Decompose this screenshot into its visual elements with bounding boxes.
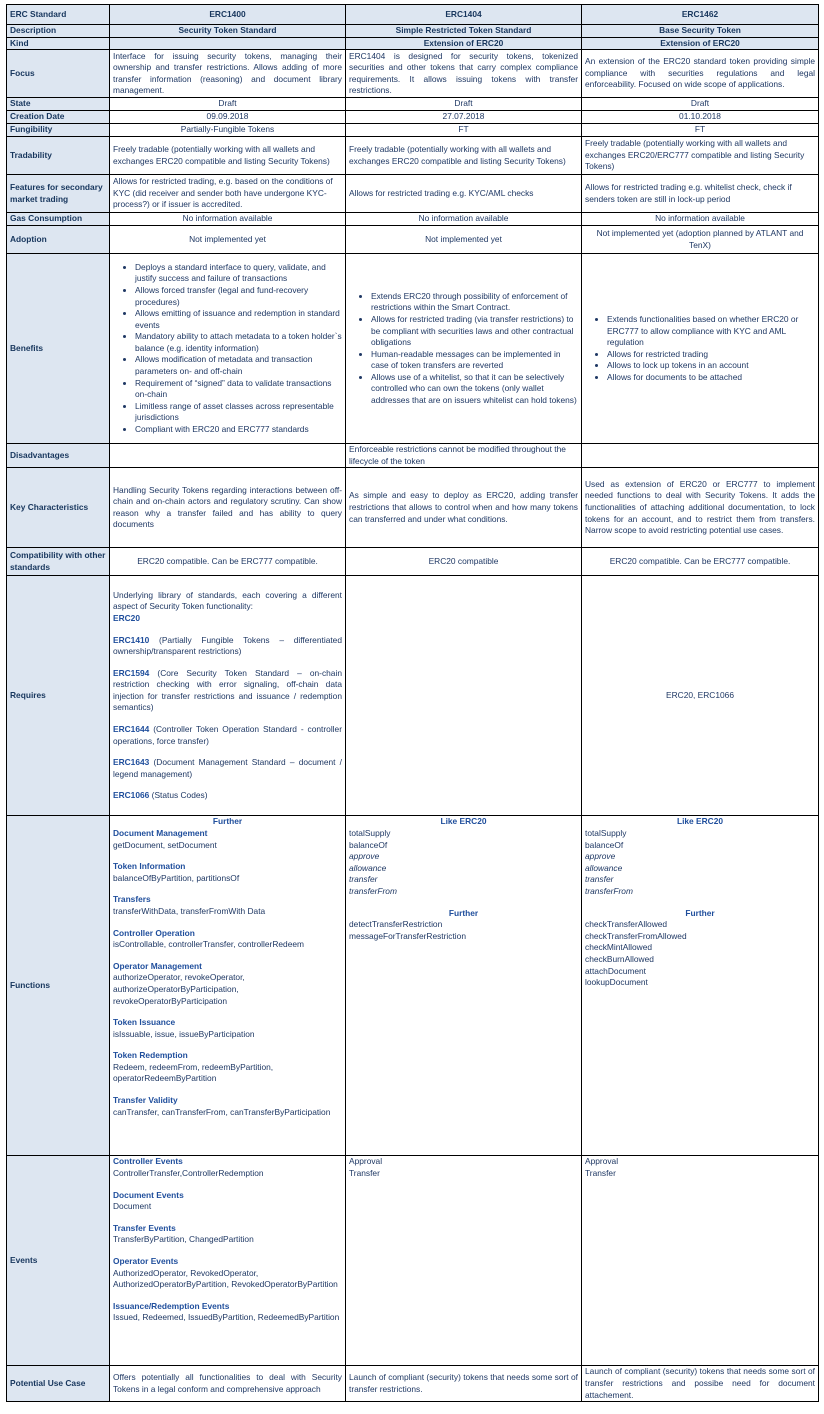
function-name: transferFrom — [585, 885, 633, 896]
row-label: State — [7, 98, 110, 111]
cell — [110, 576, 346, 816]
row-functions — [7, 816, 819, 1156]
requires-name: ERC1594 — [113, 667, 150, 678]
list-item: • Allows modification of metadata and transaction parameters on- and off-chain — [135, 354, 342, 377]
row-label: Disadvantages — [7, 444, 110, 468]
function-group-text: canTransfer, canTransferFrom, canTransferByParticipation — [113, 1106, 331, 1117]
requires-desc: (Core Security Token Standard – on-chain restriction checking with error signaling, off-chain data injection for transfer restrictions and issuance / redemption semantics) — [113, 667, 342, 713]
row-label: Events — [7, 1156, 110, 1366]
cell: 27.07.2018 — [346, 111, 582, 124]
cell — [110, 1156, 346, 1366]
list-item: • Extends ERC20 through possibility of enforcement of restrictions within the Smart Contract. — [371, 291, 578, 314]
event-group-text: Issued, Redeemed, IssuedByPartition, RedeemedByPartition — [113, 1312, 340, 1323]
list-item: • Deploys a standard interface to query, validate, and justify success and failure of transactions — [135, 262, 342, 285]
cell: Offers potentially all functionalities to deal with Security Tokens in a legal conform and comprehensive approach — [110, 1366, 346, 1402]
cell: Freely tradable (potentially working with all wallets and exchanges ERC20/ERC777 compatible and listing Security Tokens) — [582, 137, 819, 175]
cell: 09.09.2018 — [110, 111, 346, 124]
function-group-heading: Transfer Validity — [113, 1095, 178, 1106]
row-label: Gas Consumption — [7, 213, 110, 226]
cell: ERC20 compatible. Can be ERC777 compatible. — [582, 548, 819, 576]
row-kind — [7, 37, 819, 50]
function-name: checkTransferFromAllowed — [585, 930, 687, 941]
event-group-text: TransferByPartition, ChangedPartition — [113, 1234, 254, 1245]
cell — [582, 1156, 819, 1366]
requires-name: ERC1643 — [113, 757, 150, 768]
function-name: transfer — [349, 874, 378, 885]
function-name: totalSupply — [585, 827, 627, 838]
function-name: transfer — [585, 874, 614, 885]
cell: No information available — [110, 213, 346, 226]
header-erc1400: ERC1400 — [110, 5, 346, 25]
row-label: Adoption — [7, 226, 110, 254]
row-label: Potential Use Case — [7, 1366, 110, 1402]
cell — [110, 816, 346, 1156]
row-adoption — [7, 226, 819, 254]
cell — [582, 254, 819, 444]
cell: Security Token Standard — [110, 25, 346, 38]
functions-title: Like ERC20 — [440, 816, 487, 827]
erc-comparison-table — [6, 4, 819, 1402]
function-group-heading: Controller Operation — [113, 927, 195, 938]
event-group-text: ControllerTransfer,ControllerRedemption — [113, 1167, 264, 1178]
cell: Extension of ERC20 — [582, 37, 819, 50]
requires-intro: Underlying library of standards, each covering a different aspect of Security Token functionality: — [113, 589, 342, 612]
requires-desc: (Document Management Standard – document / legend management) — [113, 757, 342, 779]
cell: Extension of ERC20 — [346, 37, 582, 50]
cell: Launch of compliant (security) tokens that needs some sort of transfer restrictions. — [346, 1366, 582, 1402]
row-features — [7, 175, 819, 213]
event-group-heading: Operator Events — [113, 1255, 179, 1266]
row-label: Features for secondary market trading — [7, 175, 110, 213]
list-item: • Extends functionalities based on whether ERC20 or ERC777 to allow compliance with KYC and AML regulation — [607, 314, 815, 349]
function-group-heading: Transfers — [113, 894, 151, 905]
cell: 01.10.2018 — [582, 111, 819, 124]
cell: Not implemented yet — [110, 226, 346, 254]
cell: ERC20 compatible — [346, 548, 582, 576]
function-name: allowance — [349, 862, 387, 873]
cell: Simple Restricted Token Standard — [346, 25, 582, 38]
cell — [110, 254, 346, 444]
row-creation-date — [7, 111, 819, 124]
function-group-heading: Token Issuance — [113, 1017, 176, 1028]
cell: Not implemented yet (adoption planned by ATLANT and TenX) — [582, 226, 819, 254]
requires-name: ERC1644 — [113, 724, 150, 735]
function-group-text: isControllable, controllerTransfer, controllerRedeem — [113, 939, 305, 950]
requires-desc: (Status Codes) — [149, 790, 208, 801]
event-name: Transfer — [585, 1167, 616, 1178]
header-erc1462: ERC1462 — [582, 5, 819, 25]
function-group-heading: Document Management — [113, 827, 208, 838]
function-name: detectTransferRestriction — [349, 919, 443, 930]
functions-title: Like ERC20 — [676, 816, 724, 827]
row-label: Description — [7, 25, 110, 38]
cell — [582, 444, 819, 468]
cell: Freely tradable (potentially working with all wallets and exchanges ERC20 compatible and listing Security Tokens) — [346, 137, 582, 175]
function-name: approve — [585, 851, 616, 862]
function-group-text: getDocument, setDocument — [113, 839, 217, 850]
function-name: transferFrom — [349, 885, 397, 896]
function-name: approve — [349, 851, 380, 862]
cell — [346, 1156, 582, 1366]
function-group-text: transferWithData, transferFromWith Data — [113, 905, 266, 916]
event-group-text: Document — [113, 1201, 152, 1212]
requires-desc: (Partially Fungible Tokens – differentiated ownership/transparent restrictions) — [113, 634, 342, 657]
functions-further-title: Further — [448, 907, 479, 918]
row-focus — [7, 50, 819, 98]
row-disadvantages — [7, 444, 819, 468]
cell: Launch of compliant (security) tokens that needs some sort of transfer restrictions and possibe need for document attachement. — [582, 1366, 819, 1402]
benefits-list-erc1404 — [349, 291, 578, 407]
function-name: attachDocument — [585, 965, 646, 976]
list-item: • Allows for documents to be attached — [607, 372, 815, 384]
requires-name: ERC1066 — [113, 790, 150, 801]
function-group-heading: Token Information — [113, 861, 186, 872]
row-label: Functions — [7, 816, 110, 1156]
cell — [582, 816, 819, 1156]
list-item: • Allows for restricted trading (via transfer restrictions) to be compliant with securities laws and other contractual obligations — [371, 314, 578, 349]
row-label: Compatibility with other standards — [7, 548, 110, 576]
event-group-text: AuthorizedOperator, RevokedOperator, AuthorizedOperatorByPartition, RevokedOperatorByPartition — [113, 1267, 338, 1290]
benefits-list-erc1462 — [585, 314, 815, 384]
cell: Interface for issuing security tokens, managing their ownership and transfer restrictions. Allows adding of more transfer information (reasoning) and document library management. — [110, 50, 346, 98]
function-group-text: authorizeOperator, revokeOperator, authorizeOperatorByParticipation, revokeOperatorByParticipation — [113, 972, 245, 1006]
benefits-list-erc1400 — [113, 262, 342, 436]
list-item: • Allows emitting of issuance and redemption in standard events — [135, 308, 342, 331]
cell: Allows for restricted trading e.g. KYC/AML checks — [346, 175, 582, 213]
list-item: • Compliant with ERC20 and ERC777 standards — [135, 424, 342, 436]
function-group-text: balanceOfByPartition, partitionsOf — [113, 872, 240, 883]
cell: As simple and easy to deploy as ERC20, adding transfer restrictions that allows to control when and how many tokens can transferred and under what conditions. — [346, 468, 582, 548]
cell: Enforceable restrictions cannot be modified throughout the lifecycle of the token — [346, 444, 582, 468]
header-row — [7, 5, 819, 25]
cell: FT — [582, 124, 819, 137]
cell: Draft — [110, 98, 346, 111]
cell: Allows for restricted trading, e.g. based on the conditions of KYC (did receiver and sender both have undergone KYC-process?) or if issuer is accredited. — [110, 175, 346, 213]
list-item: • Human-readable messages can be implemented in case of token transfers are reverted — [371, 349, 578, 372]
event-group-heading: Issuance/Redemption Events — [113, 1300, 230, 1311]
event-group-heading: Transfer Events — [113, 1222, 176, 1233]
function-name: lookupDocument — [585, 977, 648, 988]
cell: FT — [346, 124, 582, 137]
row-use-case — [7, 1366, 819, 1402]
functions-title: Further — [212, 816, 243, 827]
cell: ERC1404 is designed for security tokens, tokenized securities and other tokens that carry complex compliance requirements. It allows issuing tokens with transfer restrictions. — [346, 50, 582, 98]
function-group-text: isIssuable, issue, issueByParticipation — [113, 1028, 255, 1039]
functions-further-title: Further — [685, 907, 715, 918]
row-key-characteristics — [7, 468, 819, 548]
row-label: Focus — [7, 50, 110, 98]
row-benefits — [7, 254, 819, 444]
cell: Partially-Fungible Tokens — [110, 124, 346, 137]
cell: ERC20, ERC1066 — [582, 576, 819, 816]
cell: Base Security Token — [582, 25, 819, 38]
cell: Draft — [582, 98, 819, 111]
header-erc1404: ERC1404 — [346, 5, 582, 25]
row-gas — [7, 213, 819, 226]
event-group-heading: Document Events — [113, 1189, 184, 1200]
row-state — [7, 98, 819, 111]
requires-name: ERC1410 — [113, 634, 150, 645]
requires-desc: (Controller Token Operation Standard - controller operations, force transfer) — [113, 724, 342, 746]
cell — [110, 444, 346, 468]
list-item: • Mandatory ability to attach metadata to a token holder`s balance (e.g. identity information) — [135, 331, 342, 354]
list-item: • Allows to lock up tokens in an account — [607, 360, 815, 372]
event-name: Approval — [349, 1156, 383, 1167]
row-fungibility — [7, 124, 819, 137]
row-label: Requires — [7, 576, 110, 816]
function-group-heading: Token Redemption — [113, 1050, 188, 1061]
function-name: totalSupply — [349, 827, 391, 838]
requires-name: ERC20 — [113, 612, 140, 623]
list-item: • Requirement of “signed” data to validate transactions on-chain — [135, 378, 342, 401]
cell: Freely tradable (potentially working with all wallets and exchanges ERC20 compatible and listing Security Tokens) — [110, 137, 346, 175]
cell: ERC20 compatible. Can be ERC777 compatible. — [110, 548, 346, 576]
row-tradability — [7, 137, 819, 175]
function-name: allowance — [585, 862, 623, 873]
function-group-text: Redeem, redeemFrom, redeemByPartition, operatorRedeemByPartition — [113, 1061, 274, 1084]
event-name: Transfer — [349, 1167, 380, 1178]
header-label: ERC Standard — [7, 5, 110, 25]
event-name: Approval — [585, 1156, 619, 1167]
row-events — [7, 1156, 819, 1366]
cell: Handling Security Tokens regarding interactions between off-chain and on-chain actors and regulatory scrutiny. Can show reason why a transfer failed and has ability to query documents — [110, 468, 346, 548]
function-name: checkBurnAllowed — [585, 953, 654, 964]
cell: Used as extension of ERC20 or ERC777 to implement needed functions to deal with Security Tokens. It adds the functionalities of attaching additional documentation, to lock tokens for an account, and to restrict them from transfers. Narrow scope to avoid restricting potential use cases. — [582, 468, 819, 548]
row-description — [7, 25, 819, 38]
cell: No information available — [346, 213, 582, 226]
function-name: balanceOf — [349, 839, 388, 850]
row-label: Key Characteristics — [7, 468, 110, 548]
row-label: Creation Date — [7, 111, 110, 124]
list-item: • Allows forced transfer (legal and fund-recovery procedures) — [135, 285, 342, 308]
row-label: Benefits — [7, 254, 110, 444]
list-item: • Allows use of a whitelist, so that it can be selectively controlled who can own the tokens (only wallet addresses that are on issuers whitelist can hold tokens) — [371, 372, 578, 407]
row-label: Kind — [7, 37, 110, 50]
list-item: • Limitless range of asset classes across representable jurisdictions — [135, 401, 342, 424]
row-label: Tradability — [7, 137, 110, 175]
function-name: messageForTransferRestriction — [349, 930, 466, 941]
cell — [346, 576, 582, 816]
event-group-heading: Controller Events — [113, 1156, 183, 1167]
function-name: balanceOf — [585, 839, 624, 850]
cell: Not implemented yet — [346, 226, 582, 254]
list-item: • Allows for restricted trading — [607, 349, 815, 361]
cell: Draft — [346, 98, 582, 111]
cell: No information available — [582, 213, 819, 226]
cell — [346, 816, 582, 1156]
row-compatibility — [7, 548, 819, 576]
cell: Allows for restricted trading e.g. whitelist check, check if senders token are still in lock-up period — [582, 175, 819, 213]
function-group-heading: Operator Management — [113, 960, 202, 971]
row-label: Fungibility — [7, 124, 110, 137]
cell — [346, 254, 582, 444]
cell — [110, 37, 346, 50]
row-requires — [7, 576, 819, 816]
cell: An extension of the ERC20 standard token providing simple compliance with securities regulations and legal enforceability. Focused on wide scope of applications. — [582, 50, 819, 98]
function-name: checkMintAllowed — [585, 942, 653, 953]
function-name: checkTransferAllowed — [585, 919, 668, 930]
